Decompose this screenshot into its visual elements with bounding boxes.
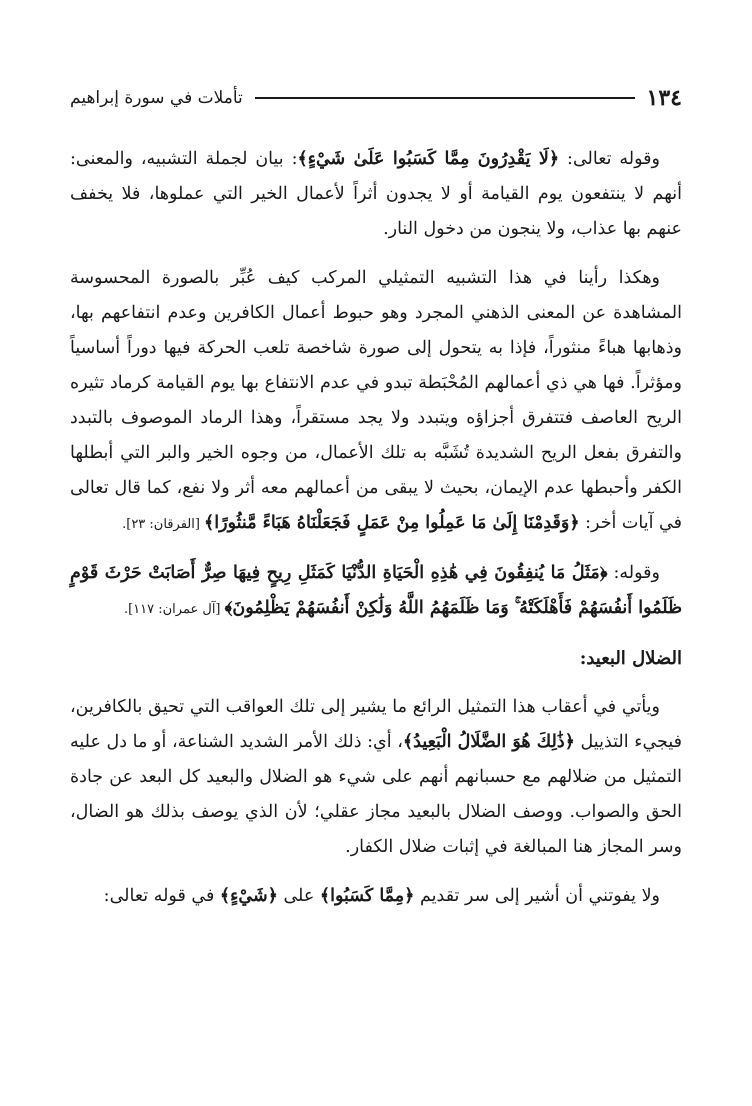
quran-verse: ﴿وَقَدِمْنَا إِلَىٰ مَا عَمِلُوا مِنْ عَمَلٍ فَجَعَلْنَاهُ هَبَاءً مَّنثُورًا﴾ [204,513,580,533]
header-rule [255,97,635,99]
paragraph-text: على [277,886,320,906]
paragraph-text: وقوله تعالى: [559,149,660,169]
page-header [70,82,682,114]
verse-reference: [آل عمران: ١١٧]. [123,602,225,617]
paragraph [70,556,682,627]
verse-reference: [الفرقان: ٢٣]. [122,517,205,532]
paragraph-text: ويأتي في أعقاب هذا التمثيل الرائع ما يشير إلى تلك العواقب التي تحيق بالكافرين، فيجيء التذييل [70,697,683,752]
quran-verse: ﴿مِمَّا كَسَبُوا﴾ [319,886,415,906]
paragraph [70,261,682,542]
quran-verse: ﴿مَثَلُ مَا يُنفِقُونَ فِي هَٰذِهِ الْحَيَاةِ الدُّنْيَا كَمَثَلِ رِيحٍ فِيهَا صِرٌّ أَصَابَتْ حَرْثَ قَوْمٍ ظَلَمُوا أَنفُسَهُمْ فَأَهْلَكَتْهُ ۚ وَمَا ظَلَمَهُمُ اللَّهُ وَلَٰكِنْ أَنفُسَهُمْ يَظْلِمُونَ﴾ [70,563,682,618]
quran-verse: ﴿شَيْءٍ﴾ [219,886,278,906]
paragraph [70,142,682,247]
paragraph [70,879,682,914]
quran-verse: ﴿ذَٰلِكَ هُوَ الضَّلَالُ الْبَعِيدُ﴾ [402,732,575,752]
paragraph-text: وهكذا رأينا في هذا التشبيه التمثيلي المركب كيف عُبِّر بالصورة المحسوسة المشاهدة عن المعنى الذهني المجرد وهو حبوط أعمال الكافرين وعدم انتفاعهم بها، وذهابها هباءً منثوراً، فإذا به يتحول إلى صورة شاخصة تلعب الحركة فيها دوراً أساسياً ومؤثراً. فها هي ذي أعمالهم المُحْبَطة تبدو في عدم الانتفاع بها يوم القيامة كرماد تثيره الريح العاصف فتتفرق أجزاؤه ويتبدد ولا يجد مستقراً، وهذا الرماد الموصوف بالتبدد والتفرق بفعل الريح الشديدة تُشَبَّه به تلك الأعمال، من وجوه الخير والبر التي أبطلها الكفر وأحبطها عدم الإيمان، بحيث لا يبقى من أعمالهم معه أثر ولا نفع، كما قال تعالى في آيات أخر: [70,268,682,533]
paragraph-text: ولا يفوتني أن أشير إلى سر تقديم [414,886,660,906]
body-text [70,142,682,928]
paragraph-text: وقوله: [607,563,660,583]
page-number: ١٣٤ [646,85,682,111]
paragraph-text: ، أي: ذلك الأمر الشديد الشناعة، أو ما دل عليه التمثيل من ضلالهم مع حسبانهم أنهم على شيء هو الضلال والبعيد كل البعد عن جادة الحق والصواب. ووصف الضلال بالبعيد مجاز عقلي؛ لأن الذي يوصف بذلك هو الضال، وسر المجاز هنا المبالغة في إثبات ضلال الكفار. [70,732,682,857]
running-title: تأملات في سورة إبراهيم [70,88,243,108]
book-page [70,82,682,1082]
paragraph [70,690,682,865]
paragraph-text: في قوله تعالى: [103,886,220,906]
paragraph-text: : بيان لجملة التشبيه، والمعنى: أنهم لا ينتفعون يوم القيامة أو لا يجدون أثراً لأعمال الخير التي عملوها، فلا يخفف عنهم بها عذاب، ولا ينجون من دخول النار. [70,149,682,239]
section-heading: الضلال البعيد: [579,648,682,669]
quran-verse: ﴿لَا يَقْدِرُونَ مِمَّا كَسَبُوا عَلَىٰ شَيْءٍ﴾ [297,149,560,169]
